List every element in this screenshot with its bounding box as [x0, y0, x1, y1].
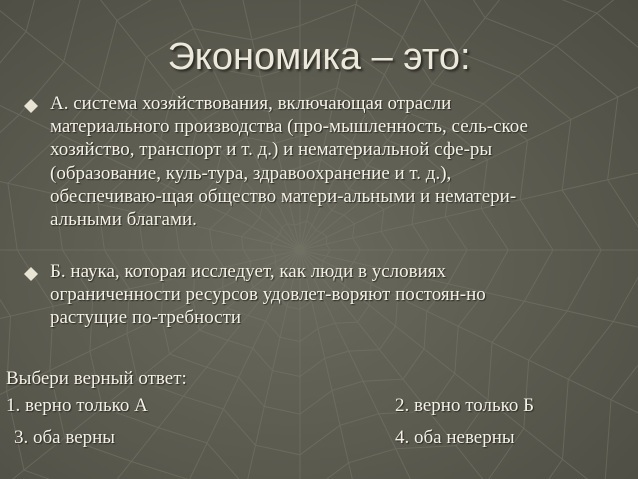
diamond-bullet-icon [24, 267, 38, 281]
definition-a-line: хозяйство, транспорт и т. д.) и нематериальной сфе-ры [50, 139, 493, 161]
answer-option-3[interactable]: 3. оба верны [14, 427, 116, 448]
definition-b-line: Б. наука, которая исследует, как люди в условиях [50, 261, 447, 282]
diamond-bullet-icon [24, 99, 38, 113]
definition-b [50, 260, 620, 330]
answer-option-2[interactable]: 2. верно только Б [395, 395, 535, 416]
definition-a [50, 92, 620, 231]
definition-a-line: (образование, куль-тура, здравоохранение и т. д.), [50, 162, 452, 184]
answer-option-1[interactable]: 1. верно только А [6, 395, 148, 416]
definition-a-line: материального производства (про-мышленность, сель-ское [50, 116, 528, 138]
definition-a-line: альными благами. [50, 209, 197, 231]
definition-a-line: обеспечиваю-щая общество матери-альными и нематери- [50, 185, 517, 207]
definition-b-line: ограниченности ресурсов удовлет-воряют постоян-но [50, 284, 486, 306]
definition-a-line: А. система хозяйствования, включающая отрасли [50, 93, 452, 114]
question-prompt: Выбери верный ответ: [6, 368, 187, 389]
definition-b-line: растущие по-требности [50, 307, 242, 329]
slide-title: Экономика – это: [167, 36, 471, 78]
answer-option-4[interactable]: 4. оба неверны [395, 427, 515, 448]
